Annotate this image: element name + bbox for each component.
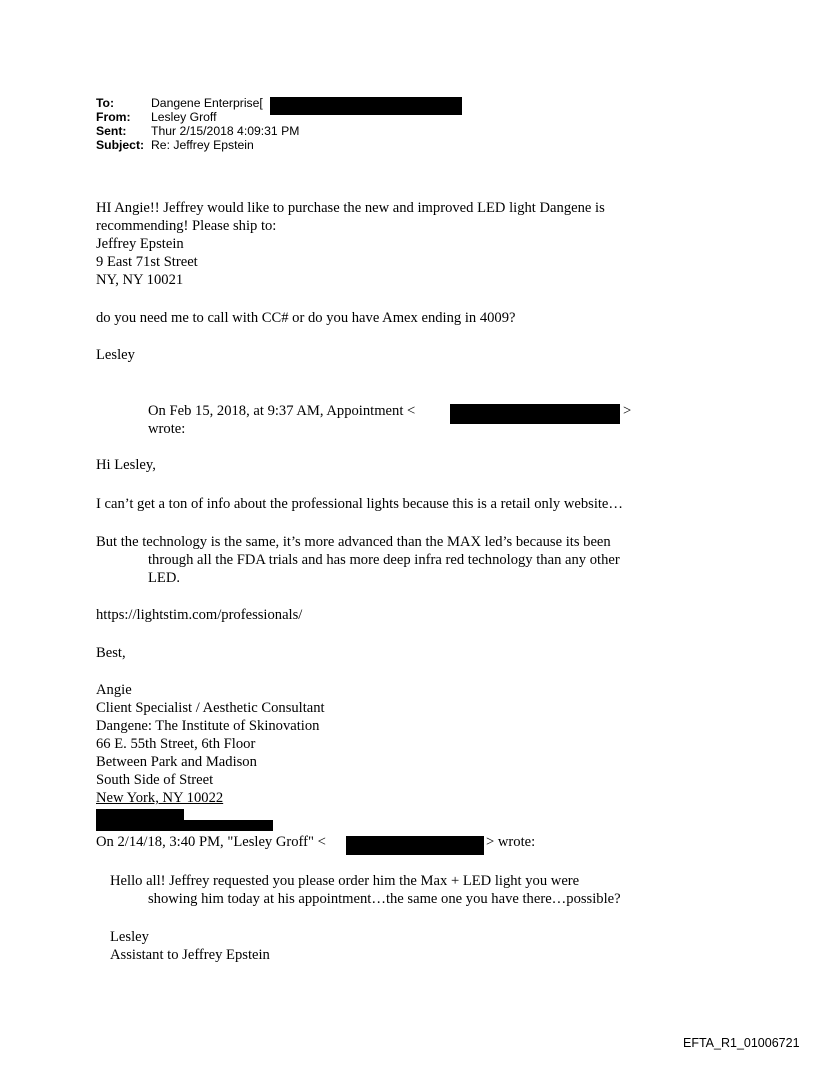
body-line: recommending! Please ship to: [96, 218, 277, 234]
body-line: HI Angie!! Jeffrey would like to purchase the new and improved LED light Dangene is [96, 200, 605, 216]
signature-line: Client Specialist / Aesthetic Consultant [96, 700, 325, 716]
signature-line: Assistant to Jeffrey Epstein [110, 947, 270, 963]
quote-line: Hi Lesley, [96, 457, 156, 473]
to-value: Dangene Enterprise[ [151, 96, 263, 110]
quote-intro: On 2/14/18, 3:40 PM, "Lesley Groff" < [96, 834, 326, 850]
body-line: Jeffrey Epstein [96, 236, 184, 252]
sent-value: Thur 2/15/2018 4:09:31 PM [151, 124, 300, 138]
url-text: https://lightstim.com/professionals/ [96, 607, 303, 623]
quote-line: LED. [148, 570, 181, 586]
quote-line: I can’t get a ton of info about the professional lights because this is a retail only website… [96, 496, 623, 512]
redaction [450, 404, 620, 424]
quote-line: Hello all! Jeffrey requested you please order him the Max + LED light you were [110, 873, 580, 889]
body-line: NY, NY 10021 [96, 272, 184, 288]
signature-line: South Side of Street [96, 772, 214, 788]
sent-label: Sent: [96, 124, 127, 138]
to-label: To: [96, 96, 115, 110]
signature-line: Dangene: The Institute of Skinovation [96, 718, 320, 734]
from-row [96, 110, 216, 124]
quote-intro: > wrote: [486, 834, 536, 850]
subject-value: Re: Jeffrey Epstein [151, 138, 254, 152]
redaction [96, 820, 273, 831]
redaction [96, 809, 184, 820]
from-value: Lesley Groff [151, 110, 217, 124]
sent-row [96, 124, 299, 138]
body-line: 9 East 71st Street [96, 254, 198, 270]
quote-line: Best, [96, 645, 126, 661]
signature-line: Between Park and Madison [96, 754, 257, 770]
document-id: EFTA_R1_01006721 [683, 1036, 800, 1050]
quote-intro: > [623, 403, 632, 419]
quote-intro: On Feb 15, 2018, at 9:37 AM, Appointment < [148, 403, 416, 419]
quote-line: showing him today at his appointment…the same one you have there…possible? [148, 891, 621, 907]
signature: Lesley [96, 347, 135, 363]
signature-line: 66 E. 55th Street, 6th Floor [96, 736, 256, 752]
signature-line: Angie [96, 682, 132, 698]
signature-line: Lesley [110, 929, 149, 945]
subject-label: Subject: [96, 138, 145, 152]
body-line: do you need me to call with CC# or do you have Amex ending in 4009? [96, 310, 516, 326]
signature-line: New York, NY 10022 [96, 790, 224, 806]
quote-intro: wrote: [148, 421, 186, 437]
redaction [270, 97, 462, 115]
subject-row [96, 138, 254, 152]
quote-line: through all the FDA trials and has more deep infra red technology than any other [148, 552, 620, 568]
redaction [346, 836, 484, 855]
quote-line: But the technology is the same, it’s more advanced than the MAX led’s because its been [96, 534, 611, 550]
to-row [96, 96, 263, 110]
from-label: From: [96, 110, 131, 124]
